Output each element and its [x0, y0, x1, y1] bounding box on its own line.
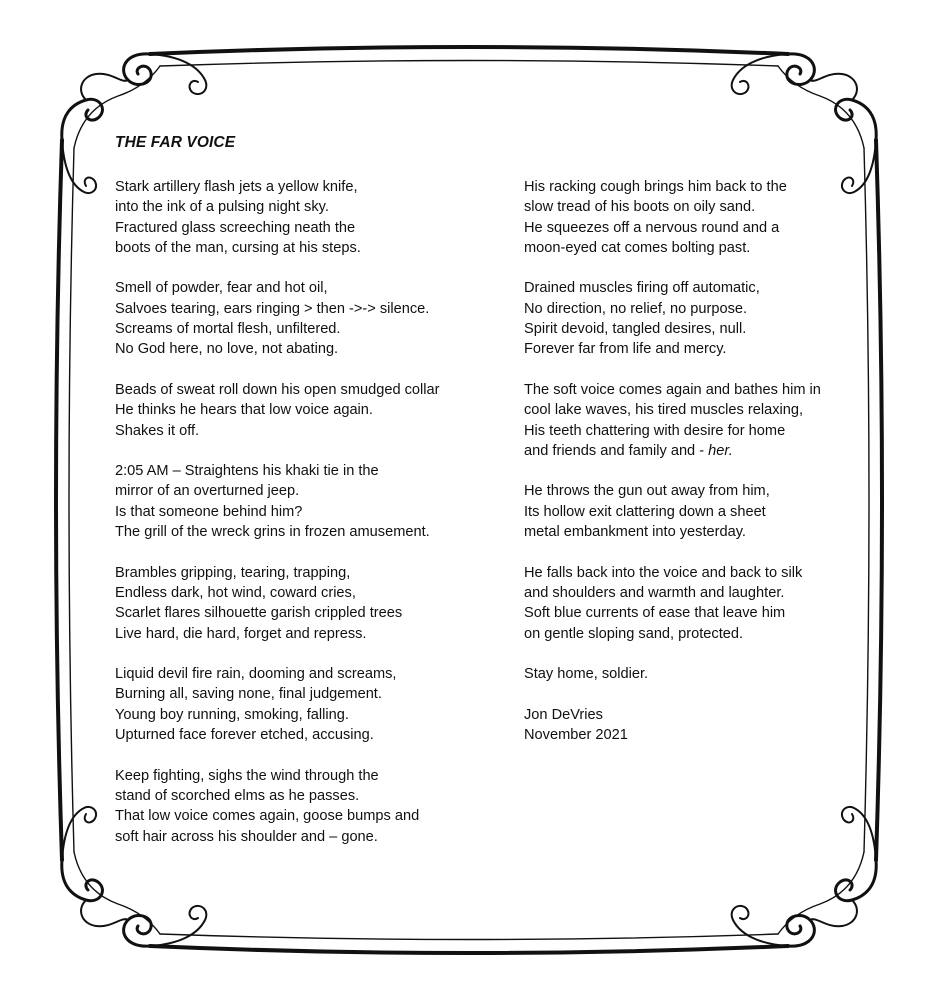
poem-line: Is that someone behind him? — [115, 503, 303, 520]
stanza — [115, 461, 505, 542]
stanza — [524, 177, 864, 258]
poem-line: Stark artillery flash jets a yellow knife, — [115, 179, 358, 195]
stanza — [115, 766, 505, 847]
right-tail-stanza-group — [524, 481, 864, 684]
poem-line: He throws the gun out away from him, — [524, 483, 770, 500]
poem-line-text: and friends and family and - — [524, 442, 709, 459]
poem-line: Burning all, saving none, final judgement. — [115, 686, 382, 703]
poem-line: Beads of sweat roll down his open smudged collar — [115, 381, 440, 398]
poem-line: He falls back into the voice and back to silk — [524, 564, 803, 581]
poem-line: metal embankment into yesterday. — [524, 524, 746, 541]
stanza — [524, 664, 864, 684]
poem-line: Drained muscles firing off automatic, — [524, 280, 760, 297]
poem-line: Upturned face forever etched, accusing. — [115, 727, 374, 744]
stanza — [524, 563, 864, 644]
poem-line: Scarlet flares silhouette garish crippled trees — [115, 605, 403, 622]
poem-line: Endless dark, hot wind, coward cries, — [115, 584, 356, 601]
poem-line: Soft blue currents of ease that leave him — [524, 605, 786, 622]
poem-left-column — [115, 177, 505, 867]
poem-line: That low voice comes again, goose bumps and — [115, 808, 420, 825]
poem-line: Its hollow exit clattering down a sheet — [524, 503, 766, 520]
poem-line: His teeth chattering with desire for home — [524, 422, 786, 439]
poem-line: No direction, no relief, no purpose. — [524, 300, 748, 317]
poem-line: Stay home, soldier. — [524, 666, 649, 683]
poem-line: The grill of the wreck grins in frozen amusement. — [115, 524, 430, 541]
poem-line: The soft voice comes again and bathes him in — [524, 381, 821, 398]
poem-line: stand of scorched elms as he passes. — [115, 787, 360, 804]
poem-line: Brambles gripping, tearing, trapping, — [115, 564, 351, 581]
poem-line: Fractured glass screeching neath the — [115, 219, 356, 236]
poem-line: Salvoes tearing, ears ringing > then ->-> silence. — [115, 300, 430, 317]
poem-line: boots of the man, cursing at his steps. — [115, 239, 361, 256]
poem-line: mirror of an overturned jeep. — [115, 483, 300, 500]
stanza — [115, 278, 505, 359]
poem-line: slow tread of his boots on oily sand. — [524, 199, 756, 216]
stanza — [115, 380, 505, 441]
poem-date: November 2021 — [524, 727, 628, 744]
stanza — [524, 481, 864, 542]
poem-line: He squeezes off a nervous round and a — [524, 219, 780, 236]
poem-right-column — [524, 177, 864, 766]
poem-line: 2:05 AM – Straightens his khaki tie in the — [115, 463, 379, 480]
signature-block — [524, 705, 864, 746]
poem-line: moon-eyed cat comes bolting past. — [524, 239, 751, 256]
poem-line: Live hard, die hard, forget and repress. — [115, 625, 367, 642]
poem-line: into the ink of a pulsing night sky. — [115, 199, 329, 216]
poem-line: and shoulders and warmth and laughter. — [524, 584, 785, 601]
stanza — [524, 278, 864, 359]
stanza — [115, 563, 505, 644]
right-stanza-group — [524, 177, 864, 441]
poem-line: Spirit devoid, tangled desires, null. — [524, 321, 747, 338]
poem-line: Keep fighting, sighs the wind through the — [115, 767, 379, 784]
poem-line: soft hair across his shoulder and – gone. — [115, 828, 378, 845]
poem-line: Smell of powder, fear and hot oil, — [115, 280, 328, 297]
poem-line: He thinks he hears that low voice again. — [115, 402, 373, 419]
stanza — [115, 664, 505, 745]
poem-title: THE FAR VOICE — [115, 134, 236, 151]
poem-line: No God here, no love, not abating. — [115, 341, 339, 358]
poem-line: Screams of mortal flesh, unfiltered. — [115, 321, 341, 338]
poem-line: Liquid devil fire rain, dooming and screams, — [115, 666, 397, 683]
stanza — [524, 380, 864, 441]
poem-line: cool lake waves, his tired muscles relaxing, — [524, 402, 804, 419]
author-name: Jon DeVries — [524, 706, 603, 723]
poem-line: on gentle sloping sand, protected. — [524, 625, 744, 642]
poem-line: Forever far from life and mercy. — [524, 341, 727, 358]
stanza-family — [524, 441, 864, 461]
poem-line — [524, 441, 864, 461]
poem-line: His racking cough brings him back to the — [524, 179, 787, 195]
poem-line-emphasis: her. — [708, 442, 733, 459]
stanza — [115, 177, 505, 258]
poem-line: Shakes it off. — [115, 422, 200, 439]
poem-line: Young boy running, smoking, falling. — [115, 706, 349, 723]
